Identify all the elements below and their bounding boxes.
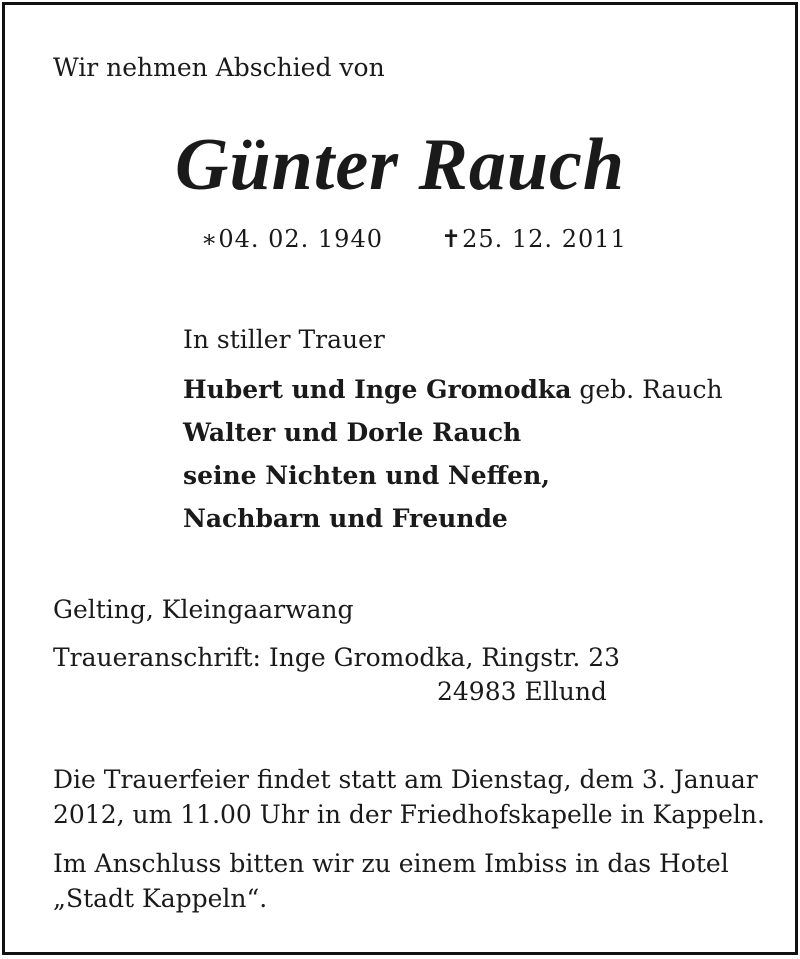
mourner-line: [183, 375, 723, 404]
mourner-name: Nachbarn und Freunde: [183, 504, 508, 533]
mourner-suffix: geb. Rauch: [571, 375, 723, 404]
born-symbol: ∗: [201, 225, 219, 253]
obituary-notice: [2, 2, 798, 955]
mourner-name: seine Nichten und Neffen,: [183, 461, 550, 490]
mourner-line: [183, 461, 550, 490]
reception-line-2: „Stadt Kappeln“.: [53, 884, 268, 913]
deceased-name: Günter Rauch: [175, 124, 625, 206]
mourner-line: [183, 504, 508, 533]
address-line-2: 24983 Ellund: [437, 677, 607, 706]
death-date: 25. 12. 2011: [462, 225, 627, 253]
reception-line-1: Im Anschluss bitten wir zu einem Imbiss in das Hotel: [53, 849, 729, 878]
mourning-heading: In stiller Trauer: [183, 325, 385, 354]
service-line-2: 2012, um 11.00 Uhr in der Friedhofskapelle in Kappeln.: [53, 800, 765, 829]
service-line-1: Die Trauerfeier findet statt am Dienstag, dem 3. Januar: [53, 765, 758, 794]
service-paragraph: [53, 762, 765, 832]
reception-paragraph: [53, 846, 729, 916]
mourner-line: [183, 418, 521, 447]
birth-date: 04. 02. 1940: [218, 225, 383, 253]
mourner-name: Hubert und Inge Gromodka: [183, 375, 572, 404]
address-line-1: Traueranschrift: Inge Gromodka, Ringstr. 23: [53, 643, 621, 672]
life-dates: [201, 225, 627, 253]
died-symbol: ✝: [440, 225, 463, 253]
mourner-name: Walter und Dorle Rauch: [183, 418, 522, 447]
location-text: Gelting, Kleingaarwang: [53, 595, 354, 624]
intro-text: Wir nehmen Abschied von: [53, 53, 385, 82]
